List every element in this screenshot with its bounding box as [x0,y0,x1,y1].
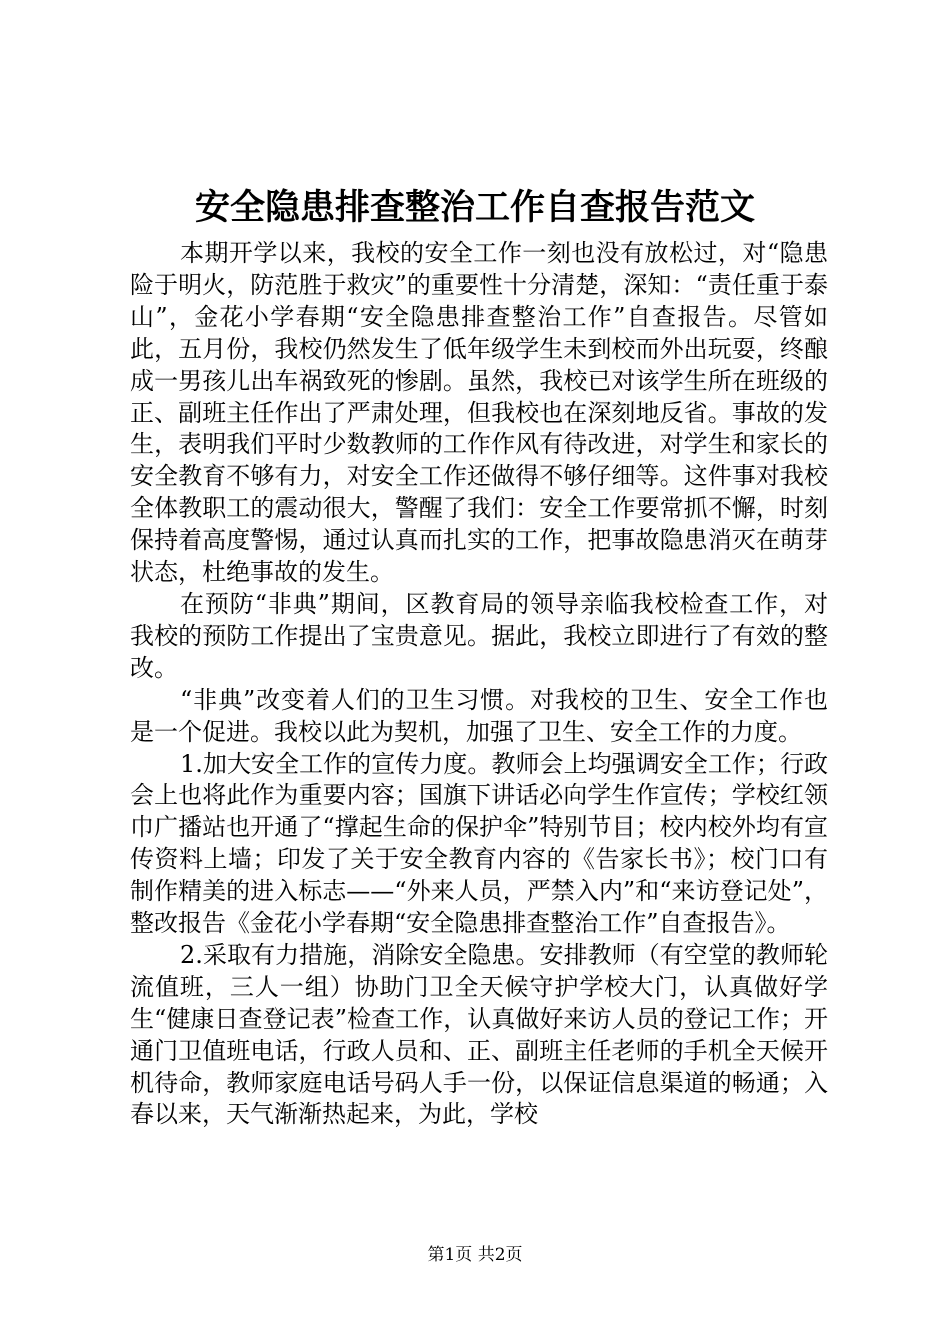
paragraph-3: “非典”改变着人们的卫生习惯。对我校的卫生、安全工作也是一个促进。我校以此为契机，加强了卫生、安全工作的力度。 [130,685,828,746]
document-title: 安全隐患排查整治工作自查报告范文 [194,187,755,228]
paragraph-2: 在预防“非典”期间，区教育局的领导亲临我校检查工作，对我校的预防工作提出了宝贵意见。据此，我校立即进行了有效的整改。 [130,589,828,682]
document-body [130,238,828,1131]
paragraph-1: 本期开学以来，我校的安全工作一刻也没有放松过，对“隐患险于明火，防范胜于救灾”的重要性十分清楚，深知：“责任重于泰山”，金花小学春期“安全隐患排查整治工作”自查报告。尽管如此，五月份，我校仍然发生了低年级学生未到校而外出玩耍，终酿成一男孩儿出车祸致死的惨剧。虽然，我校已对该学生所在班级的正、副班主任作出了严肃处理，但我校也在深刻地反省。事故的发生，表明我们平时少数教师的工作作风有待改进，对学生和家长的安全教育不够有力，对安全工作还做得不够仔细等。这件事对我校全体教职工的震动很大，警醒了我们：安全工作要常抓不懈，时刻保持着高度警惕，通过认真而扎实的工作，把事故隐患消灭在萌芽状态，杜绝事故的发生。 [130,239,828,587]
paragraph-5: 2.采取有力措施，消除安全隐患。安排教师（有空堂的教师轮流值班，三人一组）协助门卫全天候守护学校大门，认真做好学生“健康日查登记表”检查工作，认真做好来访人员的登记工作；开通门卫值班电话，行政人员和、正、副班主任老师的手机全天候开机待命，教师家庭电话号码人手一份，以保证信息渠道的畅通；入春以来，天气渐渐热起来，为此，学校 [130,940,828,1129]
page-footer: 第1页 共2页 [427,1245,523,1265]
paragraph-4: 1.加大安全工作的宣传力度。教师会上均强调安全工作；行政会上也将此作为重要内容；国旗下讲话必向学生作宣传；学校红领巾广播站也开通了“撑起生命的保护伞”特别节目；校内校外均有宣传资料上墙；印发了关于安全教育内容的《告家长书》；校门口有制作精美的进入标志——“外来人员，严禁入内”和“来访登记处”，整改报告《金花小学春期“安全隐患排查整治工作”自查报告》。 [130,749,828,938]
